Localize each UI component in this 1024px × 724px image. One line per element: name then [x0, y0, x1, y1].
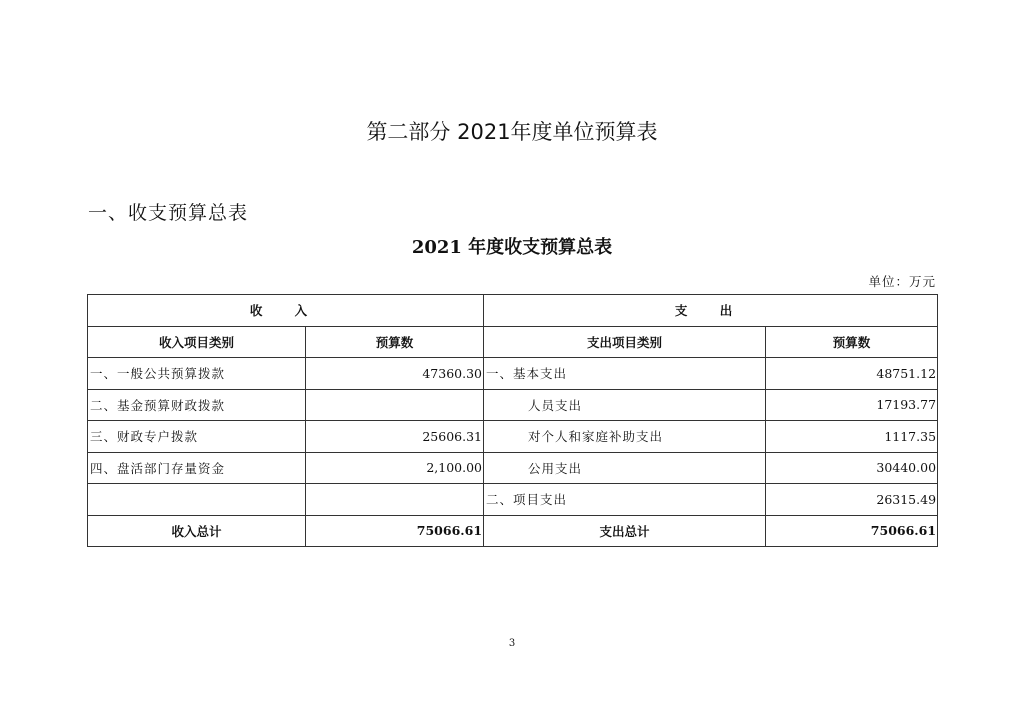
table-title: 2021 年度收支预算总表 — [411, 237, 613, 258]
expense-label-cell: 二、项目支出 — [484, 484, 766, 516]
expense-value-cell: 30440.00 — [766, 452, 938, 484]
expense-label-cell: 人员支出 — [484, 389, 766, 421]
expense-value-cell: 1117.35 — [766, 421, 938, 453]
income-label-cell: 二、基金预算财政拨款 — [88, 389, 306, 421]
table-top-header-row — [88, 295, 938, 327]
expense-total-label: 支出总计 — [484, 515, 766, 547]
section-title: 一、收支预算总表 — [88, 202, 249, 224]
table-row — [88, 389, 938, 421]
expense-total-value: 75066.61 — [766, 515, 938, 547]
income-value-cell: 2,100.00 — [306, 452, 484, 484]
table-row — [88, 452, 938, 484]
expense-amount-header: 预算数 — [766, 326, 938, 358]
income-total-value: 75066.61 — [306, 515, 484, 547]
budget-summary-table — [87, 294, 938, 547]
expense-value-cell: 26315.49 — [766, 484, 938, 516]
income-label-cell: 三、财政专户拨款 — [88, 421, 306, 453]
income-label-cell: 四、盘活部门存量资金 — [88, 452, 306, 484]
expense-group-header: 支 出 — [484, 295, 938, 327]
table-row — [88, 358, 938, 390]
income-value-cell: 25606.31 — [306, 421, 484, 453]
expense-value-cell: 48751.12 — [766, 358, 938, 390]
table-row — [88, 484, 938, 516]
income-value-cell — [306, 389, 484, 421]
expense-label-cell: 一、基本支出 — [484, 358, 766, 390]
unit-label: 单位：万元 — [868, 274, 936, 289]
income-group-header: 收 入 — [88, 295, 484, 327]
page-number: 3 — [508, 638, 516, 649]
income-label-cell: 一、一般公共预算拨款 — [88, 358, 306, 390]
income-total-label: 收入总计 — [88, 515, 306, 547]
expense-label-cell: 公用支出 — [484, 452, 766, 484]
table-total-row — [88, 515, 938, 547]
income-category-header: 收入项目类别 — [88, 326, 306, 358]
income-label-cell — [88, 484, 306, 516]
expense-value-cell: 17193.77 — [766, 389, 938, 421]
expense-label-cell: 对个人和家庭补助支出 — [484, 421, 766, 453]
income-value-cell: 47360.30 — [306, 358, 484, 390]
table-row — [88, 421, 938, 453]
page-title: 第二部分 2021年度单位预算表 — [366, 120, 658, 144]
expense-category-header: 支出项目类别 — [484, 326, 766, 358]
income-value-cell — [306, 484, 484, 516]
income-amount-header: 预算数 — [306, 326, 484, 358]
table-column-header-row — [88, 326, 938, 358]
